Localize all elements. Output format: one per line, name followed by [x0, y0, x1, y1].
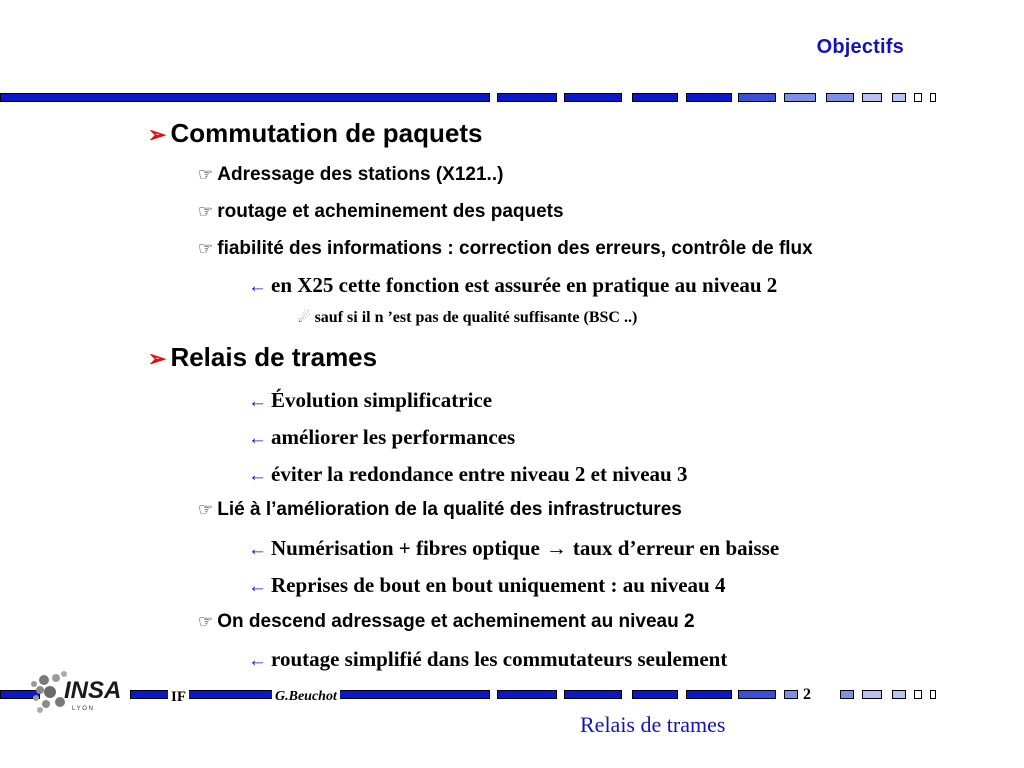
- bullet-text: routage simplifié dans les commutateurs seulement: [271, 647, 728, 671]
- bullet-text: Reprises de bout en bout uniquement : au niveau 4: [271, 573, 726, 597]
- left-arrow-icon: ←: [248, 650, 267, 671]
- bullet-level2: [198, 611, 695, 633]
- bar-segment: [632, 690, 678, 699]
- bullet-level1: [148, 118, 482, 149]
- bullet-text: fiabilité des informations : correction des erreurs, contrôle de flux: [217, 238, 813, 259]
- bar-segment: [497, 690, 557, 699]
- bullet-text: en X25 cette fonction est assurée en pratique au niveau 2: [271, 273, 778, 297]
- bar-segment: [862, 690, 882, 699]
- left-arrow-icon: ←: [248, 576, 267, 597]
- left-arrow-icon: ←: [248, 465, 267, 486]
- bar-segment: [784, 690, 798, 699]
- bar-segment: [914, 690, 922, 699]
- bar-segment: [892, 690, 906, 699]
- bullet-level1: [148, 342, 377, 373]
- insa-logo-graphic: [26, 662, 138, 718]
- bar-segment: [784, 93, 816, 102]
- bullet-text: Commutation de paquets: [170, 118, 483, 148]
- bar-segment: [862, 93, 882, 102]
- bullet-text: Relais de trames: [170, 342, 378, 372]
- slide-title: Objectifs: [816, 36, 904, 58]
- bullet-text: On descend adressage et acheminement au niveau 2: [217, 611, 695, 632]
- bullet-level2: [198, 499, 682, 521]
- bullet-level2: [198, 238, 813, 260]
- page-number: 2: [800, 686, 814, 704]
- bullet-level3: [248, 425, 515, 450]
- comet-icon: ☄: [298, 311, 311, 326]
- bullet-text: routage et acheminement des paquets: [217, 201, 564, 222]
- left-arrow-icon: ←: [248, 428, 267, 449]
- logo-wordmark: INSA: [64, 677, 122, 704]
- bar-segment: [686, 93, 732, 102]
- bullet-text-continued: taux d’erreur en baisse: [572, 536, 780, 560]
- bullet-level3: [248, 573, 725, 598]
- bullet-level2: [198, 201, 564, 223]
- pointing-hand-icon: ☞: [198, 165, 214, 184]
- pointing-hand-icon: ☞: [198, 239, 214, 258]
- insa-logo: [26, 662, 138, 718]
- bar-segment: [564, 690, 622, 699]
- bullet-level3: [248, 388, 492, 413]
- bullet-level4: [298, 309, 637, 327]
- bullet-text: Numérisation + fibres optique: [271, 536, 540, 560]
- bullet-level3: [248, 273, 777, 298]
- bar-segment: [826, 93, 854, 102]
- bar-segment: [564, 93, 622, 102]
- bullet-text: Adressage des stations (X121..): [217, 164, 504, 185]
- bar-segment: [840, 690, 854, 699]
- bar-segment: [686, 690, 732, 699]
- pointing-hand-icon: ☞: [198, 202, 214, 221]
- bar-segment: [497, 93, 557, 102]
- bar-segment: [738, 690, 776, 699]
- bullet-level3: [248, 647, 727, 672]
- bar-segment: [632, 93, 678, 102]
- bullet-text: éviter la redondance entre niveau 2 et niveau 3: [271, 462, 688, 486]
- bar-segment: [914, 93, 922, 102]
- bullet-level3: [248, 536, 779, 561]
- left-arrow-icon: ←: [248, 539, 267, 560]
- bullet-text: Lié à l’amélioration de la qualité des infrastructures: [217, 499, 682, 520]
- left-arrow-icon: ←: [248, 391, 267, 412]
- footer-subtitle: Relais de trames: [580, 712, 726, 737]
- bar-segment: [892, 93, 906, 102]
- left-arrow-icon: ←: [248, 276, 267, 297]
- pointing-hand-icon: ☞: [198, 612, 214, 631]
- bullet-text: sauf si il n ’est pas de qualité suffisante (BSC ..): [314, 309, 638, 326]
- bullet-level2: [198, 164, 503, 186]
- bullet-level3: [248, 462, 687, 487]
- bullet-text: Évolution simplificatrice: [271, 388, 493, 412]
- bar-segment: [738, 93, 776, 102]
- bar-segment: [0, 93, 490, 102]
- bar-segment: [930, 93, 936, 102]
- footer-author: G.Beuchot: [272, 689, 340, 705]
- pointing-hand-icon: ☞: [198, 500, 214, 519]
- bar-segment: [930, 690, 936, 699]
- footer-label: IF: [168, 689, 189, 706]
- logo-subtext: L Y O N: [72, 706, 93, 712]
- bullet-text: améliorer les performances: [271, 425, 516, 449]
- right-arrow-icon: →: [545, 536, 567, 560]
- arrowhead-bullet-icon: ➢: [148, 122, 167, 147]
- arrowhead-bullet-icon: ➢: [148, 346, 167, 371]
